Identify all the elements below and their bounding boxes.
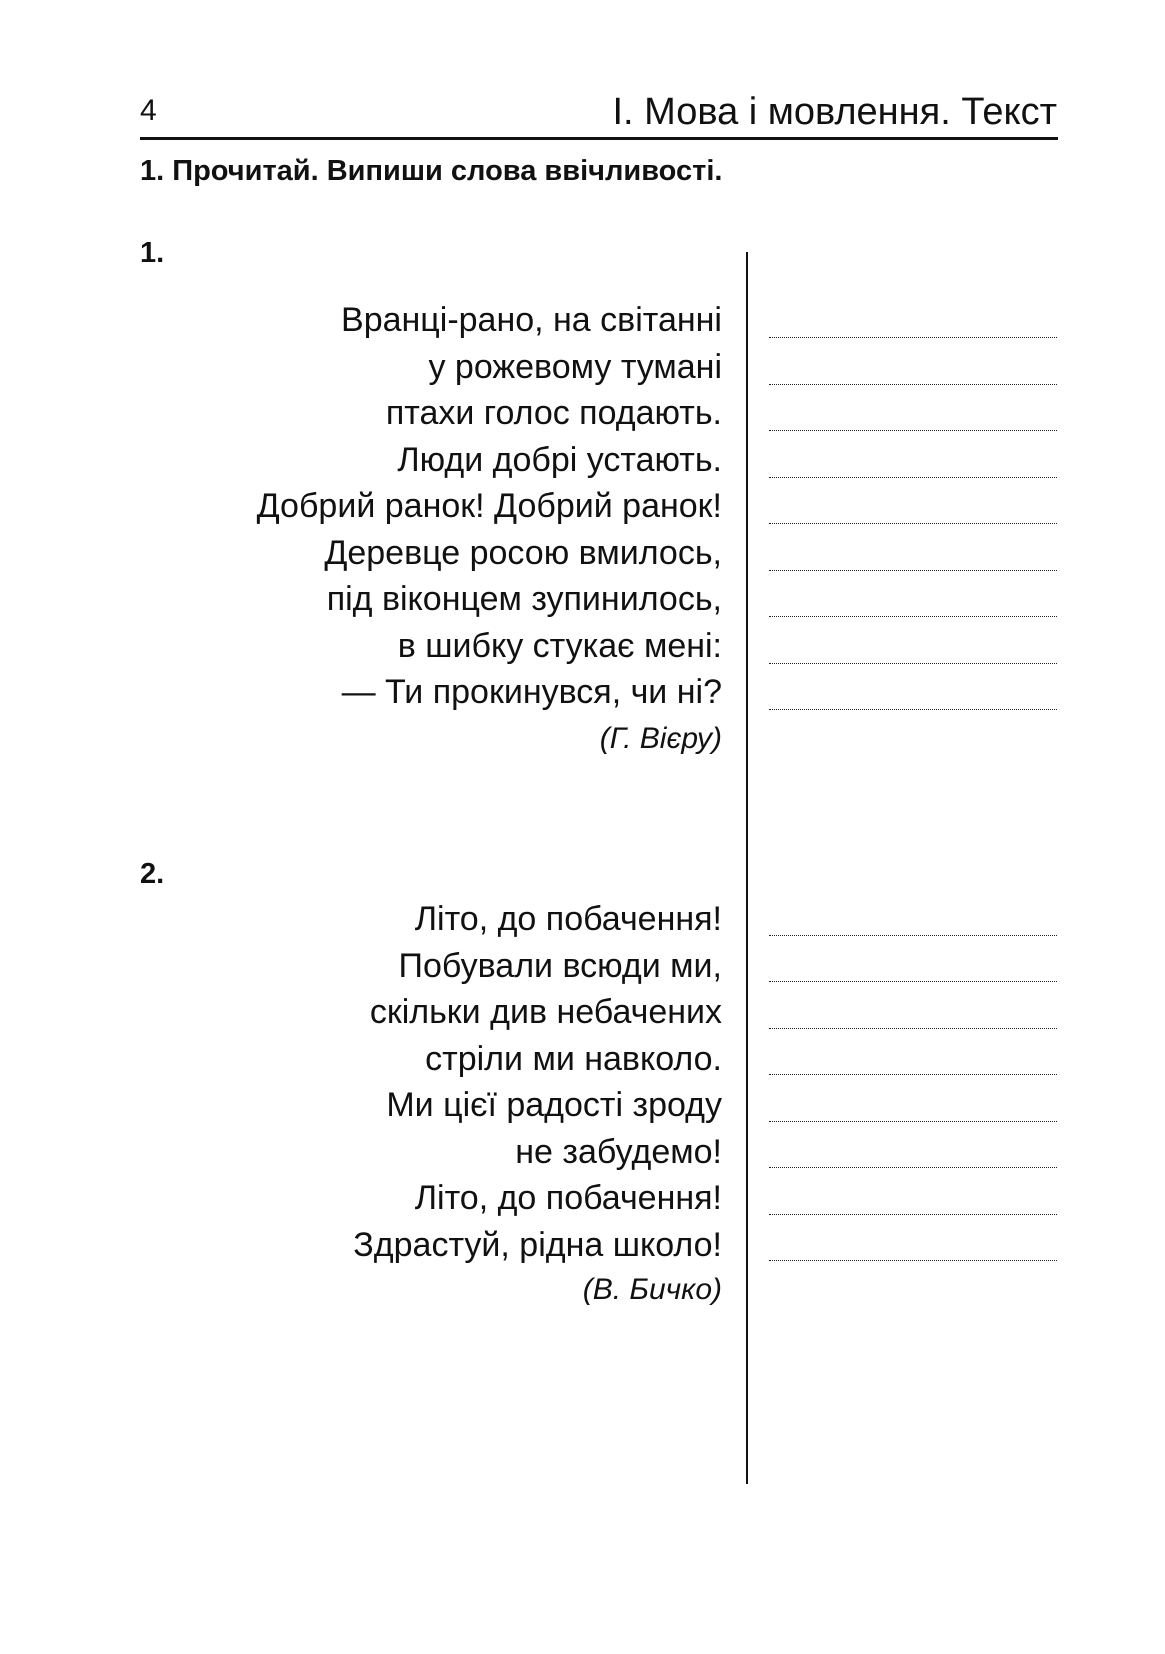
poem-line: Літо, до побачення!: [414, 900, 722, 938]
writing-line[interactable]: [769, 477, 1057, 478]
writing-line[interactable]: [769, 1074, 1057, 1075]
writing-line[interactable]: [769, 935, 1057, 936]
poem-2-text: [353, 896, 722, 1268]
writing-line[interactable]: [769, 1167, 1057, 1168]
writing-line[interactable]: [769, 1260, 1057, 1261]
poem-2-author: (В. Бичко): [582, 1273, 722, 1306]
writing-line[interactable]: [769, 1214, 1057, 1215]
poem-line: Літо, до побачення!: [414, 1179, 722, 1217]
poem-line: Добрий ранок! Добрий ранок!: [256, 487, 722, 525]
poem-line: під віконцем зупинилось,: [326, 580, 722, 618]
writing-line[interactable]: [769, 570, 1057, 571]
poem-line: не забудемо!: [515, 1132, 722, 1171]
writing-line[interactable]: [769, 663, 1057, 664]
poem-line: — Ти прокинувся, чи ні?: [341, 673, 722, 711]
poem-line: в шибку стукає мені:: [397, 626, 722, 665]
poem-line: Вранці-рано, на світанні: [341, 301, 722, 339]
poem-line: птахи голос подають.: [385, 394, 722, 432]
task-instruction: 1. Прочитай. Випиши слова ввічливості.: [140, 155, 723, 187]
poem-line: Ми цієї радості зроду: [386, 1086, 722, 1124]
writing-line[interactable]: [769, 709, 1057, 710]
writing-line[interactable]: [769, 430, 1057, 431]
poem-line: у рожевому тумані: [428, 347, 722, 386]
writing-line[interactable]: [769, 616, 1057, 617]
poem-line: Здрастуй, рідна школо!: [353, 1225, 722, 1264]
writing-line[interactable]: [769, 1121, 1057, 1122]
page-number: 4: [140, 94, 157, 127]
writing-line[interactable]: [769, 523, 1057, 524]
poem-line: Люди добрі устають.: [397, 440, 722, 479]
column-divider: [746, 252, 748, 1484]
poem-line: скільки див небачених: [369, 993, 722, 1031]
section-title: І. Мова і мовлення. Текст: [612, 91, 1057, 133]
poem-1-text: [257, 297, 722, 716]
poem-1-number: 1.: [140, 237, 165, 269]
writing-line[interactable]: [769, 1028, 1057, 1029]
poem-line: Побували всюди ми,: [398, 946, 722, 985]
writing-line[interactable]: [769, 981, 1057, 982]
poem-line: Деревце росою вмилось,: [324, 533, 722, 572]
poem-2-number: 2.: [140, 858, 165, 890]
header-rule: [140, 137, 1058, 140]
poem-line: стріли ми навколо.: [425, 1039, 722, 1078]
writing-line[interactable]: [769, 337, 1057, 338]
poem-1-author: (Г. Вієру): [599, 722, 722, 755]
writing-line[interactable]: [769, 384, 1057, 385]
